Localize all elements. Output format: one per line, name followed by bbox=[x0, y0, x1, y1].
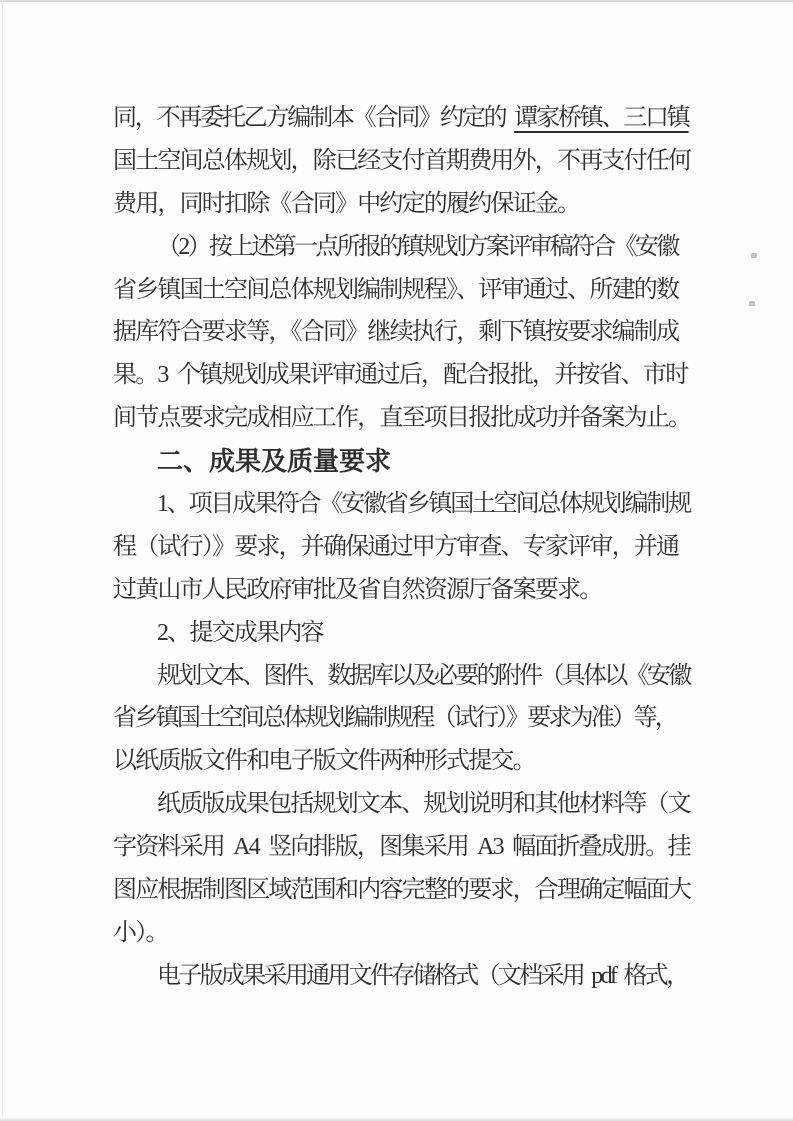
text-line: 纸质版成果包括规划文本、规划说明和其他材料等（文 bbox=[157, 791, 690, 818]
text-line: 省乡镇国土空间总体规划编制规程（试行）》要求为准）等， bbox=[113, 705, 677, 732]
text-line bbox=[113, 97, 695, 140]
text-line: 间节点要求完成相应工作，直至项目报批成功并备案为止。 bbox=[113, 405, 691, 432]
text-line: 以纸质版文件和电子版文件两种形式提交。 bbox=[113, 748, 535, 775]
document-body bbox=[113, 97, 695, 998]
text-line: 小）。 bbox=[113, 919, 168, 946]
text-line: 字资料采用 A4 竖向排版，图集采用 A3 幅面折叠成册。挂 bbox=[113, 834, 690, 861]
text-line: 图应根据制图区域范围和内容完整的要求，合理确定幅面大 bbox=[113, 877, 691, 904]
text-line: 电子版成果采用通用文件存储格式（文档采用 pdf 格式， bbox=[157, 962, 688, 989]
scan-artifact-speck bbox=[751, 253, 757, 258]
underlined-town-names: 谭家桥镇、三口镇 bbox=[514, 105, 689, 131]
text-line: 1、项目成果符合《安徽省乡镇国土空间总体规划编制规 bbox=[157, 491, 690, 518]
text-line: 据库符合要求等，《合同》继续执行，剩下镇按要求编制成 bbox=[113, 319, 679, 346]
text-line: 国土空间总体规划，除已经支付首期费用外，不再支付任何 bbox=[113, 147, 691, 174]
text-line: 过黄山市人民政府审批及省自然资源厅备案要求。 bbox=[113, 576, 602, 603]
scan-artifact-speck bbox=[749, 301, 755, 306]
text-line: 程（试行）》要求，并确保通过甲方审查、专家评审，并通 bbox=[113, 533, 679, 560]
scan-edge-top bbox=[0, 0, 793, 2]
line-text: 同，不再委托乙方编制本《合同》约定的 bbox=[113, 105, 515, 131]
text-line: 2、提交成果内容 bbox=[157, 619, 323, 646]
section-heading: 二、成果及质量要求 bbox=[157, 446, 392, 477]
text-line: 省乡镇国土空间总体规划编制规程》、评审通过、所建的数 bbox=[113, 276, 679, 303]
text-line: 规划文本、图件、数据库以及必要的附件（具体以《安徽 bbox=[157, 662, 690, 689]
text-line: （2）按上述第一点所报的镇规划方案评审稿符合《安徽 bbox=[157, 233, 678, 260]
text-line: 费用，同时扣除《合同》中约定的履约保证金。 bbox=[113, 190, 580, 217]
scan-edge-bottom bbox=[0, 1117, 793, 1121]
scan-edge-left bbox=[2, 0, 3, 1121]
text-line: 果。3 个镇规划成果评审通过后，配合报批，并按省、市时 bbox=[113, 362, 688, 389]
